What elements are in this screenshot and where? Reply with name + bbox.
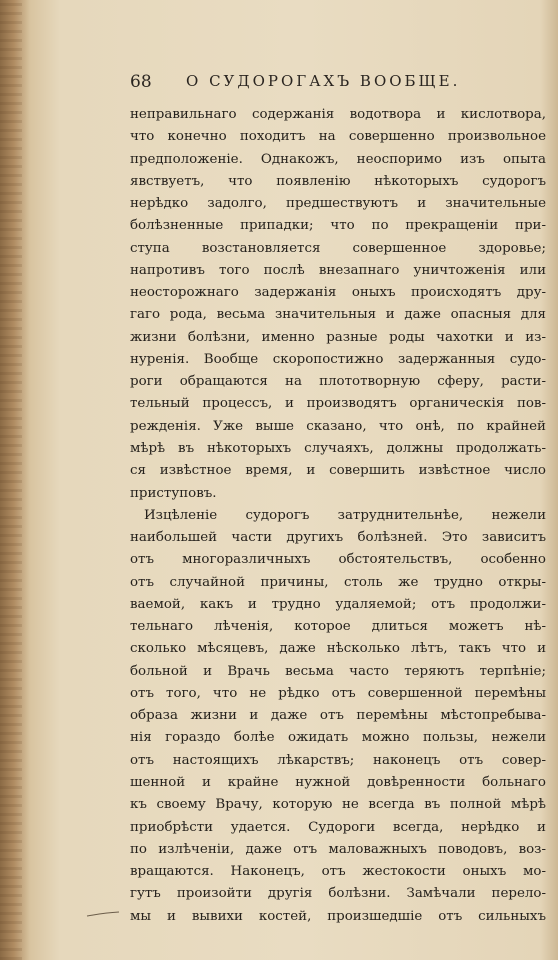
text-line: неосторожнаго задержанія оныхъ происходятъ дру- xyxy=(130,285,546,301)
running-head xyxy=(130,72,530,96)
text-line: сколько мѣсяцевъ, даже нѣсколько лѣтъ, такъ что и xyxy=(130,641,546,657)
margin-pencil-mark xyxy=(86,910,120,918)
text-line: жизни болѣзни, именно разные роды чахотки и из- xyxy=(130,329,546,345)
text-line: приобрѣсти удается. Судороги всегда, нерѣдко и xyxy=(130,819,546,835)
text-line: что конечно походитъ на совершенно произвольное xyxy=(130,129,546,145)
text-line: отъ настоящихъ лѣкарствъ; наконецъ отъ совер- xyxy=(130,752,546,768)
text-line: роги обращаются на плототворную сферу, расти- xyxy=(130,374,546,390)
text-line: нуренія. Вообще скоропостижно задержанныя судо- xyxy=(130,351,546,367)
text-line: больной и Врачь весьма часто теряютъ терпѣніе; xyxy=(130,663,546,679)
text-line: неправильнаго содержанія водотвора и кислотвора, xyxy=(130,107,546,122)
text-line: вращаются. Наконецъ, отъ жестокости оныхъ мо- xyxy=(130,864,546,880)
book-binding-edge xyxy=(0,0,22,960)
paragraph-first-line: Изцѣленіе судорогъ затруднительнѣе, нежели xyxy=(144,507,546,523)
text-line: нерѣдко задолго, предшествуютъ и значительные xyxy=(130,196,546,212)
text-line: ся извѣстное время, и совершить извѣстное число xyxy=(130,463,546,479)
body-text xyxy=(130,104,546,928)
text-line: отъ случайной причины, столь же трудно откры- xyxy=(130,574,546,590)
text-line: режденія. Уже выше сказано, что онѣ, по крайней xyxy=(130,418,546,434)
text-line: мы и вывихи костей, произшедшіе отъ сильныхъ xyxy=(130,908,546,924)
text-line: напротивъ того послѣ внезапнаго уничтоженія или xyxy=(130,262,546,278)
text-line: гутъ произойти другія болѣзни. Замѣчали перело- xyxy=(130,886,546,902)
text-line: къ своему Врачу, которую не всегда въ полной мѣрѣ xyxy=(130,797,546,813)
text-line: тельнаго лѣченія, которое длиться можетъ нѣ- xyxy=(130,619,546,635)
text-line: нія гораздо болѣе ожидать можно пользы, нежели xyxy=(130,730,546,746)
text-line: отъ многоразличныхъ обстоятельствъ, особенно xyxy=(130,552,546,568)
text-line: наибольшей части другихъ болѣзней. Это зависитъ xyxy=(130,530,546,546)
text-line: болѣзненные припадки; что по прекращеніи при- xyxy=(130,218,546,234)
text-line: гаго рода, весьма значительныя и даже опасныя для xyxy=(130,307,546,323)
page-heading: О СУДОРОГАХЪ ВООБЩЕ. xyxy=(186,72,461,90)
text-line: мѣрѣ въ нѣкоторыхъ случаяхъ, должны продолжать- xyxy=(130,440,546,456)
text-line: приступовъ. xyxy=(130,485,217,501)
text-line: ступа возстановляется совершенное здоровье; xyxy=(130,240,546,256)
text-line: тельный процессъ, и производятъ органическія пов- xyxy=(130,396,546,412)
text-line: отъ того, что не рѣдко отъ совершенной перемѣны xyxy=(130,685,546,701)
text-line: явствуетъ, что появленію нѣкоторыхъ судорогъ xyxy=(130,173,546,189)
text-line: ваемой, какъ и трудно удаляемой; отъ продолжи- xyxy=(130,596,546,612)
text-line: шенной и крайне нужной довѣренности больнаго xyxy=(130,774,546,790)
text-line: предположеніе. Однакожъ, неоспоримо изъ опыта xyxy=(130,151,546,167)
text-line: по излѣченіи, даже отъ маловажныхъ поводовъ, воз- xyxy=(130,841,546,857)
page-number: 68 xyxy=(130,72,152,92)
text-line: образа жизни и даже отъ перемѣны мѣстопребыва- xyxy=(130,708,546,724)
